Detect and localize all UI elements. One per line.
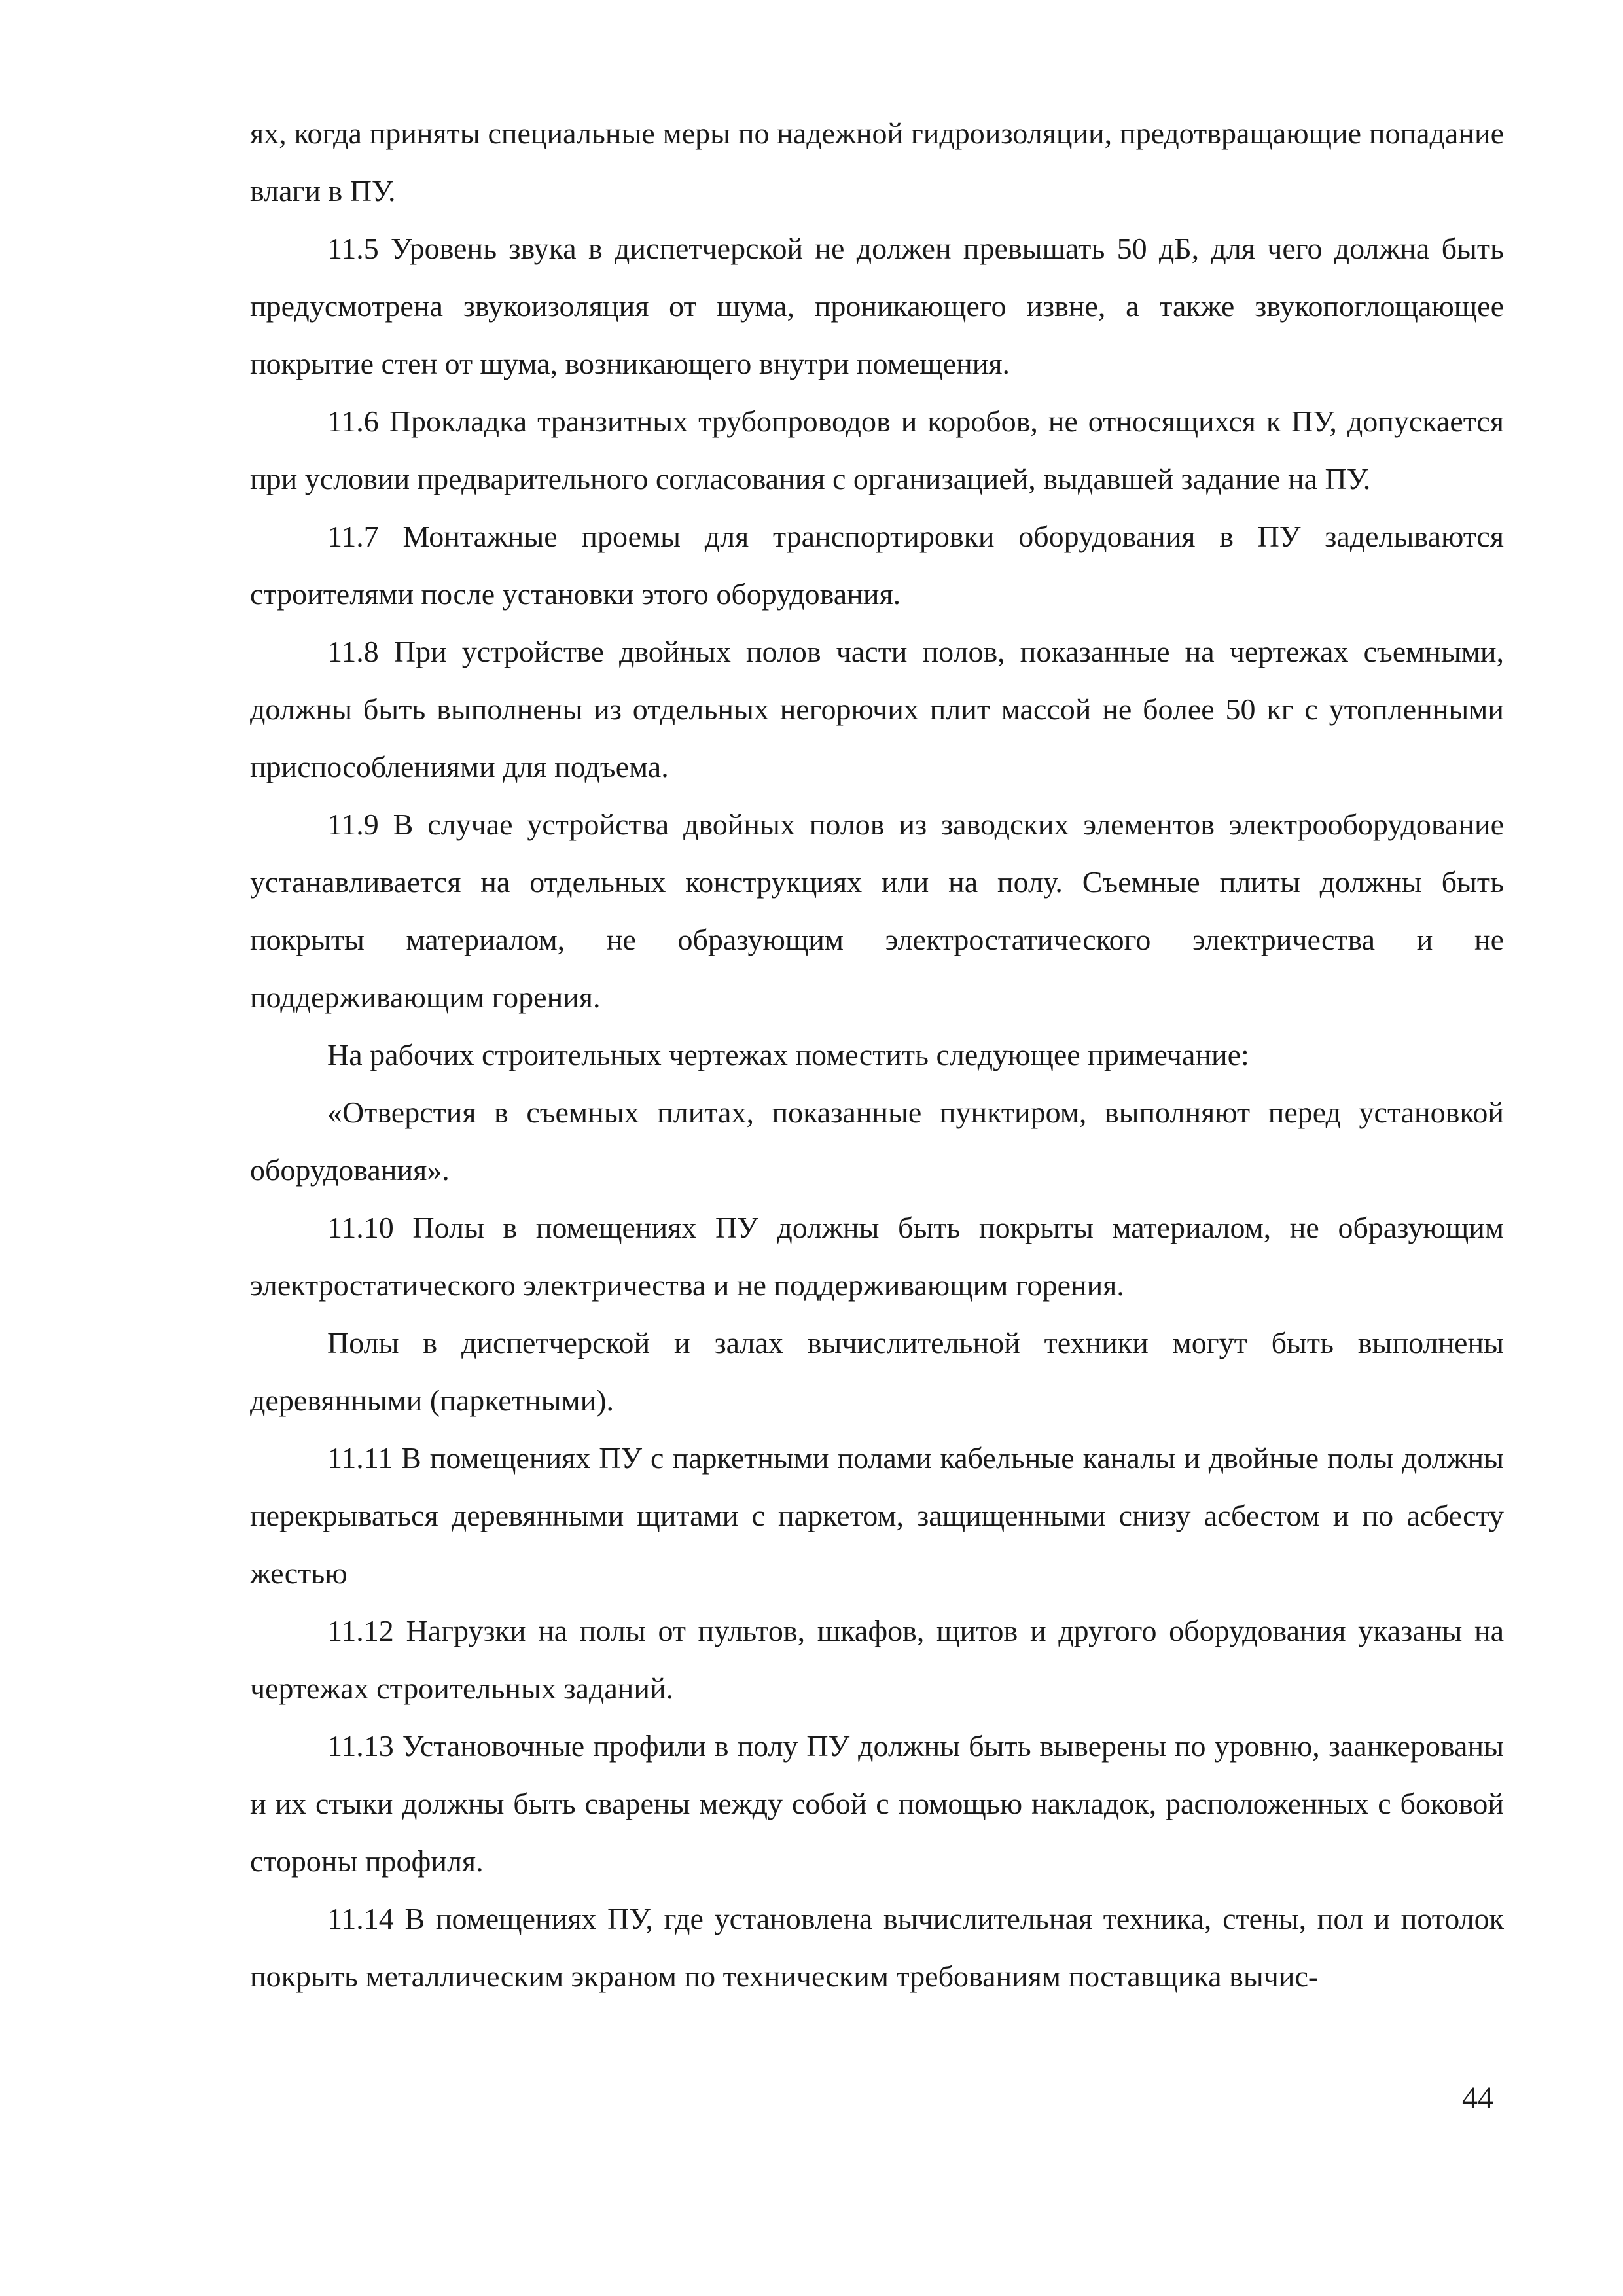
- paragraph-11-14: 11.14 В помещениях ПУ, где установлена вычислительная техника, стены, пол и потолок покрыть металлическим экраном по техническим требованиям поставщика вычис-: [250, 1902, 1504, 1993]
- paragraph-note-intro: На рабочих строительных чертежах поместить следующее примечание:: [327, 1038, 1249, 1071]
- page-number: 44: [1462, 2081, 1493, 2115]
- paragraph-11-10: 11.10 Полы в помещениях ПУ должны быть покрыты материалом, не образующим электростатического электричества и не поддерживающим горения.: [250, 1211, 1504, 1302]
- paragraph-11-13: 11.13 Установочные профили в полу ПУ должны быть выверены по уровню, заанкерованы и их стыки должны быть сварены между собой с помощью накладок, расположенных с боковой стороны профиля.: [250, 1729, 1504, 1878]
- paragraph-continuation: ях, когда приняты специальные меры по надежной гидроизоляции, предотвращающие попадание влаги в ПУ.: [250, 117, 1504, 207]
- paragraph-11-5: 11.5 Уровень звука в диспетчерской не должен превышать 50 дБ, для чего должна быть предусмотрена звукоизоляция от шума, проникающего извне, а также звукопоглощающее покрытие стен от шума, возникающего внутри помещения.: [250, 232, 1504, 380]
- document-body: [250, 105, 1504, 2005]
- paragraph-11-8: 11.8 При устройстве двойных полов части полов, показанные на чертежах съемными, должны быть выполнены из отдельных негорючих плит массой не более 50 кг с утопленными приспособлениями для подъема.: [250, 635, 1504, 783]
- paragraph-11-11: 11.11 В помещениях ПУ с паркетными полами кабельные каналы и двойные полы должны перекрываться деревянными щитами с паркетом, защищенными снизу асбестом и по асбесту жестью: [250, 1441, 1504, 1590]
- paragraph-11-12: 11.12 Нагрузки на полы от пультов, шкафов, щитов и другого оборудования указаны на чертежах строительных заданий.: [250, 1614, 1504, 1705]
- paragraph-11-9: 11.9 В случае устройства двойных полов из заводских элементов электрооборудование устанавливается на отдельных конструкциях или на полу. Съемные плиты должны быть покрыты материалом, не образующим электростатического электричества и не поддерживающим горения.: [250, 808, 1504, 1014]
- paragraph-floors-wooden: Полы в диспетчерской и залах вычислительной техники могут быть выполнены деревянными (паркетными).: [250, 1326, 1504, 1417]
- paragraph-note-quote: «Отверстия в съемных плитах, показанные пунктиром, выполняют перед установкой оборудования».: [250, 1096, 1504, 1187]
- paragraph-11-7: 11.7 Монтажные проемы для транспортировки оборудования в ПУ заделываются строителями после установки этого оборудования.: [250, 520, 1504, 611]
- paragraph-11-6: 11.6 Прокладка транзитных трубопроводов и коробов, не относящихся к ПУ, допускается при условии предварительного согласования с организацией, выдавшей задание на ПУ.: [250, 404, 1504, 495]
